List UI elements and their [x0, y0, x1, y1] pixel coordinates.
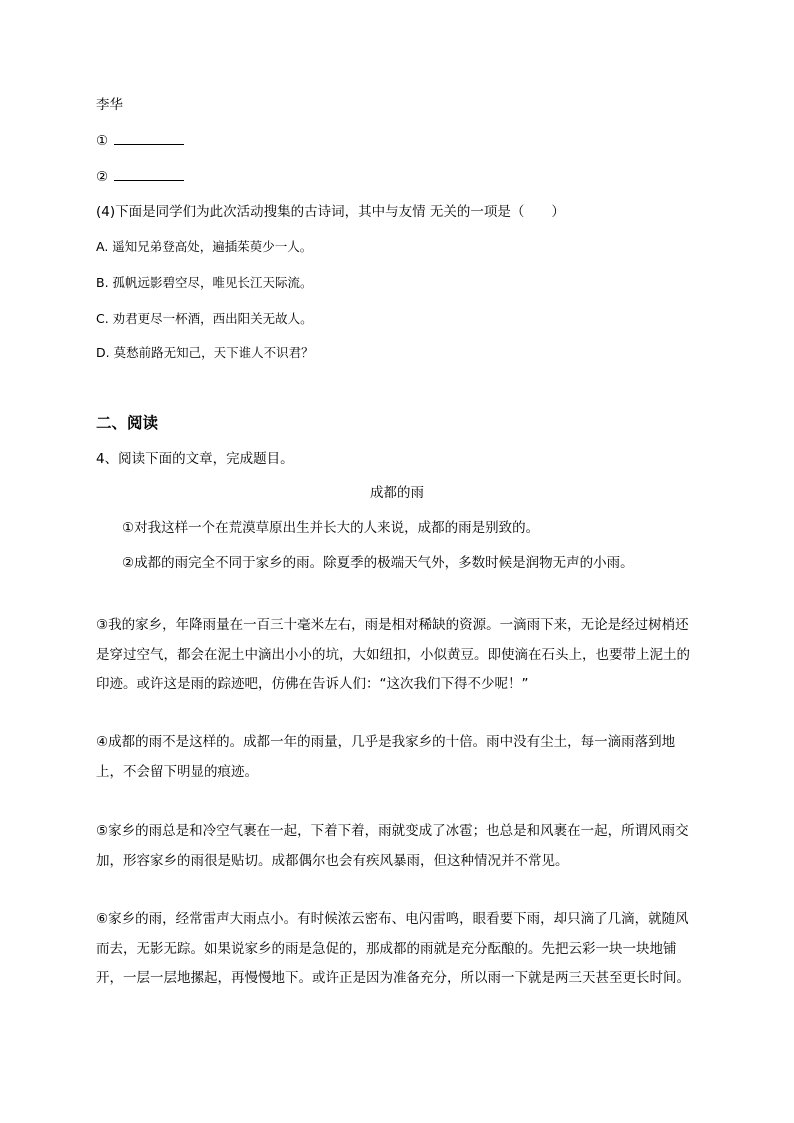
option-a: A. 遥知兄弟登高处，遍插茱萸少一人。 — [96, 239, 313, 254]
question-4-stem: (4)下面是同学们为此次活动搜集的古诗词，其中与友情 无关的一项是（ ） — [96, 204, 565, 220]
item-4-instruction: 4、阅读下面的文章，完成题目。 — [96, 451, 294, 467]
paragraph-4: ④成都的雨不是这样的。成都一年的雨量，几乎是我家乡的十倍。雨中没有尘土，每一滴雨落到地上，不会留下明显的痕迹。 — [96, 734, 676, 780]
answer-number-1: ① — [96, 133, 109, 149]
paragraph-5: ⑤家乡的雨总是和冷空气裹在一起，下着下着，雨就变成了冰雹；也总是和风裹在一起，所谓风雨交加，形容家乡的雨很是贴切。成都偶尔也会有疾风暴雨，但这种情况并不常见。 — [96, 823, 689, 869]
answer-blank-1 — [114, 132, 184, 145]
answer-number-2: ② — [96, 169, 109, 185]
paragraph-3: ③我的家乡，年降雨量在一百三十毫米左右，雨是相对稀缺的资源。一滴雨下来，无论是经过树梢还是穿过空气，都会在泥土中滴出小小的坑，大如纽扣，小似黄豆。即使滴在石头上，也要带上泥土的印迹。或许这是雨的踪迹吧，仿佛在告诉人们：“这次我们下得不少呢！” — [96, 617, 690, 692]
option-b: B. 孤帆远影碧空尽，唯见长江天际流。 — [96, 275, 313, 290]
paragraph-6: ⑥家乡的雨，经常雷声大雨点小。有时候浓云密布、电闪雷鸣，眼看要下雨，却只滴了几滴，就随风而去，无影无踪。如果说家乡的雨是急促的，那成都的雨就是充分酝酿的。先把云彩一块一块地铺开，一层一层地摞起，再慢慢地下。或许正是因为准备充分，所以雨一下就是两三天甚至更长时间。 — [96, 911, 690, 986]
paragraph-1: ①对我这样一个在荒漠草原出生并长大的人来说，成都的雨是别致的。 — [122, 520, 540, 536]
option-d: D. 莫愁前路无知己，天下谁人不识君？ — [96, 345, 314, 360]
article-title: 成都的雨 — [370, 485, 424, 501]
answer-blank-2 — [114, 168, 184, 181]
name-text: 李华 — [96, 97, 123, 113]
section-heading: 二、阅读 — [96, 414, 159, 432]
answer-line-1 — [96, 132, 184, 150]
option-c: C. 劝君更尽一杯酒，西出阳关无故人。 — [96, 311, 313, 326]
paragraph-2: ②成都的雨完全不同于家乡的雨。除夏季的极端天气外，多数时候是润物无声的小雨。 — [122, 555, 634, 571]
answer-line-2 — [96, 168, 184, 186]
